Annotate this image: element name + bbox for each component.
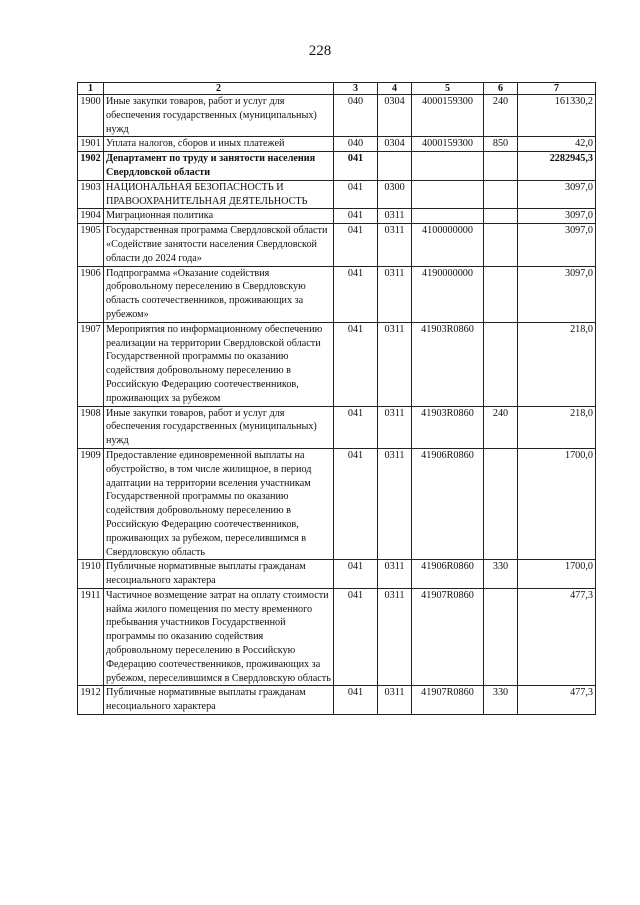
table-row bbox=[78, 686, 596, 715]
row-amount: 3097,0 bbox=[518, 209, 596, 224]
table-row bbox=[78, 209, 596, 224]
row-section-code: 0311 bbox=[378, 209, 412, 224]
row-section-code: 0311 bbox=[378, 266, 412, 322]
table-header-row bbox=[78, 83, 596, 95]
row-number: 1910 bbox=[78, 560, 104, 589]
row-number: 1904 bbox=[78, 209, 104, 224]
row-expense-type bbox=[484, 448, 518, 559]
row-target-article: 41907R0860 bbox=[412, 588, 484, 686]
column-header: 1 bbox=[78, 83, 104, 95]
table-row bbox=[78, 224, 596, 266]
table-row bbox=[78, 448, 596, 559]
row-admin-code: 041 bbox=[334, 152, 378, 181]
table-row bbox=[78, 406, 596, 448]
row-number: 1909 bbox=[78, 448, 104, 559]
budget-table bbox=[77, 82, 596, 715]
row-admin-code: 041 bbox=[334, 322, 378, 406]
column-header: 2 bbox=[104, 83, 334, 95]
row-amount: 1700,0 bbox=[518, 560, 596, 589]
row-expense-type: 240 bbox=[484, 406, 518, 448]
row-expense-type bbox=[484, 152, 518, 181]
row-number: 1907 bbox=[78, 322, 104, 406]
table-row bbox=[78, 137, 596, 152]
page-number: 228 bbox=[308, 43, 332, 59]
row-expense-type: 850 bbox=[484, 137, 518, 152]
table-row bbox=[78, 560, 596, 589]
row-section-code: 0304 bbox=[378, 95, 412, 137]
row-name: Департамент по труду и занятости населения Свердловской области bbox=[104, 152, 334, 181]
row-target-article: 41906R0860 bbox=[412, 448, 484, 559]
row-admin-code: 041 bbox=[334, 560, 378, 589]
table-row bbox=[78, 266, 596, 322]
row-name: Публичные нормативные выплаты гражданам несоциального характера bbox=[104, 686, 334, 715]
row-expense-type bbox=[484, 588, 518, 686]
row-amount: 477,3 bbox=[518, 686, 596, 715]
row-number: 1912 bbox=[78, 686, 104, 715]
row-section-code: 0311 bbox=[378, 224, 412, 266]
row-section-code: 0311 bbox=[378, 686, 412, 715]
row-name: Мероприятия по информационному обеспечению реализации на территории Свердловской области Государственной программы по оказанию содействия добровольному переселению в Российскую Федерацию соотечественников, проживающих за рубежом bbox=[104, 322, 334, 406]
row-target-article: 41906R0860 bbox=[412, 560, 484, 589]
row-number: 1902 bbox=[78, 152, 104, 181]
row-target-article bbox=[412, 152, 484, 181]
row-amount: 477,3 bbox=[518, 588, 596, 686]
row-admin-code: 041 bbox=[334, 448, 378, 559]
table-row bbox=[78, 95, 596, 137]
row-name: Иные закупки товаров, работ и услуг для обеспечения государственных (муниципальных) нужд bbox=[104, 406, 334, 448]
row-section-code: 0311 bbox=[378, 406, 412, 448]
row-target-article bbox=[412, 209, 484, 224]
row-section-code: 0311 bbox=[378, 588, 412, 686]
row-target-article: 4000159300 bbox=[412, 95, 484, 137]
row-section-code: 0304 bbox=[378, 137, 412, 152]
row-admin-code: 041 bbox=[334, 180, 378, 209]
column-header: 5 bbox=[412, 83, 484, 95]
row-amount: 2282945,3 bbox=[518, 152, 596, 181]
row-section-code: 0311 bbox=[378, 322, 412, 406]
row-admin-code: 041 bbox=[334, 224, 378, 266]
row-admin-code: 041 bbox=[334, 209, 378, 224]
row-target-article: 4100000000 bbox=[412, 224, 484, 266]
row-amount: 3097,0 bbox=[518, 266, 596, 322]
row-name: Предоставление единовременной выплаты на обустройство, в том числе жилищное, в период адаптации на территории вселения участникам Государственной программы по оказанию содействия добровольному переселению в Российскую Федерацию соотечественников, проживающих за рубежом, переселившимся в Свердловскую область bbox=[104, 448, 334, 559]
table-body bbox=[78, 95, 596, 715]
row-admin-code: 040 bbox=[334, 95, 378, 137]
row-section-code: 0311 bbox=[378, 560, 412, 589]
row-expense-type bbox=[484, 180, 518, 209]
row-amount: 42,0 bbox=[518, 137, 596, 152]
table-row bbox=[78, 322, 596, 406]
row-target-article: 41907R0860 bbox=[412, 686, 484, 715]
row-number: 1901 bbox=[78, 137, 104, 152]
row-name: Подпрограмма «Оказание содействия добровольному переселению в Свердловскую область соотечественников, проживающих за рубежом» bbox=[104, 266, 334, 322]
row-section-code: 0311 bbox=[378, 448, 412, 559]
row-amount: 3097,0 bbox=[518, 224, 596, 266]
row-name: Миграционная политика bbox=[104, 209, 334, 224]
column-header: 6 bbox=[484, 83, 518, 95]
column-header: 4 bbox=[378, 83, 412, 95]
row-expense-type bbox=[484, 322, 518, 406]
row-name: Государственная программа Свердловской области «Содействие занятости населения Свердловской области до 2024 года» bbox=[104, 224, 334, 266]
row-name: Публичные нормативные выплаты гражданам несоциального характера bbox=[104, 560, 334, 589]
row-number: 1911 bbox=[78, 588, 104, 686]
row-target-article: 4190000000 bbox=[412, 266, 484, 322]
table-row bbox=[78, 180, 596, 209]
row-admin-code: 041 bbox=[334, 588, 378, 686]
row-expense-type bbox=[484, 266, 518, 322]
row-expense-type: 330 bbox=[484, 560, 518, 589]
row-section-code: 0300 bbox=[378, 180, 412, 209]
row-expense-type bbox=[484, 209, 518, 224]
row-target-article: 41903R0860 bbox=[412, 322, 484, 406]
row-admin-code: 041 bbox=[334, 406, 378, 448]
row-admin-code: 040 bbox=[334, 137, 378, 152]
row-target-article bbox=[412, 180, 484, 209]
column-header: 3 bbox=[334, 83, 378, 95]
row-number: 1903 bbox=[78, 180, 104, 209]
row-amount: 3097,0 bbox=[518, 180, 596, 209]
row-name: Иные закупки товаров, работ и услуг для обеспечения государственных (муниципальных) нужд bbox=[104, 95, 334, 137]
row-name: Частичное возмещение затрат на оплату стоимости найма жилого помещения по месту временного пребывания участников Государственной программы по оказанию содействия добровольному переселению в Российскую Федерацию соотечественников, проживающих за рубежом, переселившимся в Свердловскую область bbox=[104, 588, 334, 686]
row-number: 1908 bbox=[78, 406, 104, 448]
row-amount: 161330,2 bbox=[518, 95, 596, 137]
row-amount: 218,0 bbox=[518, 406, 596, 448]
row-number: 1900 bbox=[78, 95, 104, 137]
row-expense-type bbox=[484, 224, 518, 266]
row-admin-code: 041 bbox=[334, 686, 378, 715]
row-expense-type: 240 bbox=[484, 95, 518, 137]
row-section-code bbox=[378, 152, 412, 181]
row-amount: 1700,0 bbox=[518, 448, 596, 559]
row-name: НАЦИОНАЛЬНАЯ БЕЗОПАСНОСТЬ И ПРАВООХРАНИТЕЛЬНАЯ ДЕЯТЕЛЬНОСТЬ bbox=[104, 180, 334, 209]
row-name: Уплата налогов, сборов и иных платежей bbox=[104, 137, 334, 152]
row-number: 1905 bbox=[78, 224, 104, 266]
row-amount: 218,0 bbox=[518, 322, 596, 406]
row-target-article: 41903R0860 bbox=[412, 406, 484, 448]
row-expense-type: 330 bbox=[484, 686, 518, 715]
row-number: 1906 bbox=[78, 266, 104, 322]
row-admin-code: 041 bbox=[334, 266, 378, 322]
column-header: 7 bbox=[518, 83, 596, 95]
table-row bbox=[78, 152, 596, 181]
table-row bbox=[78, 588, 596, 686]
row-target-article: 4000159300 bbox=[412, 137, 484, 152]
